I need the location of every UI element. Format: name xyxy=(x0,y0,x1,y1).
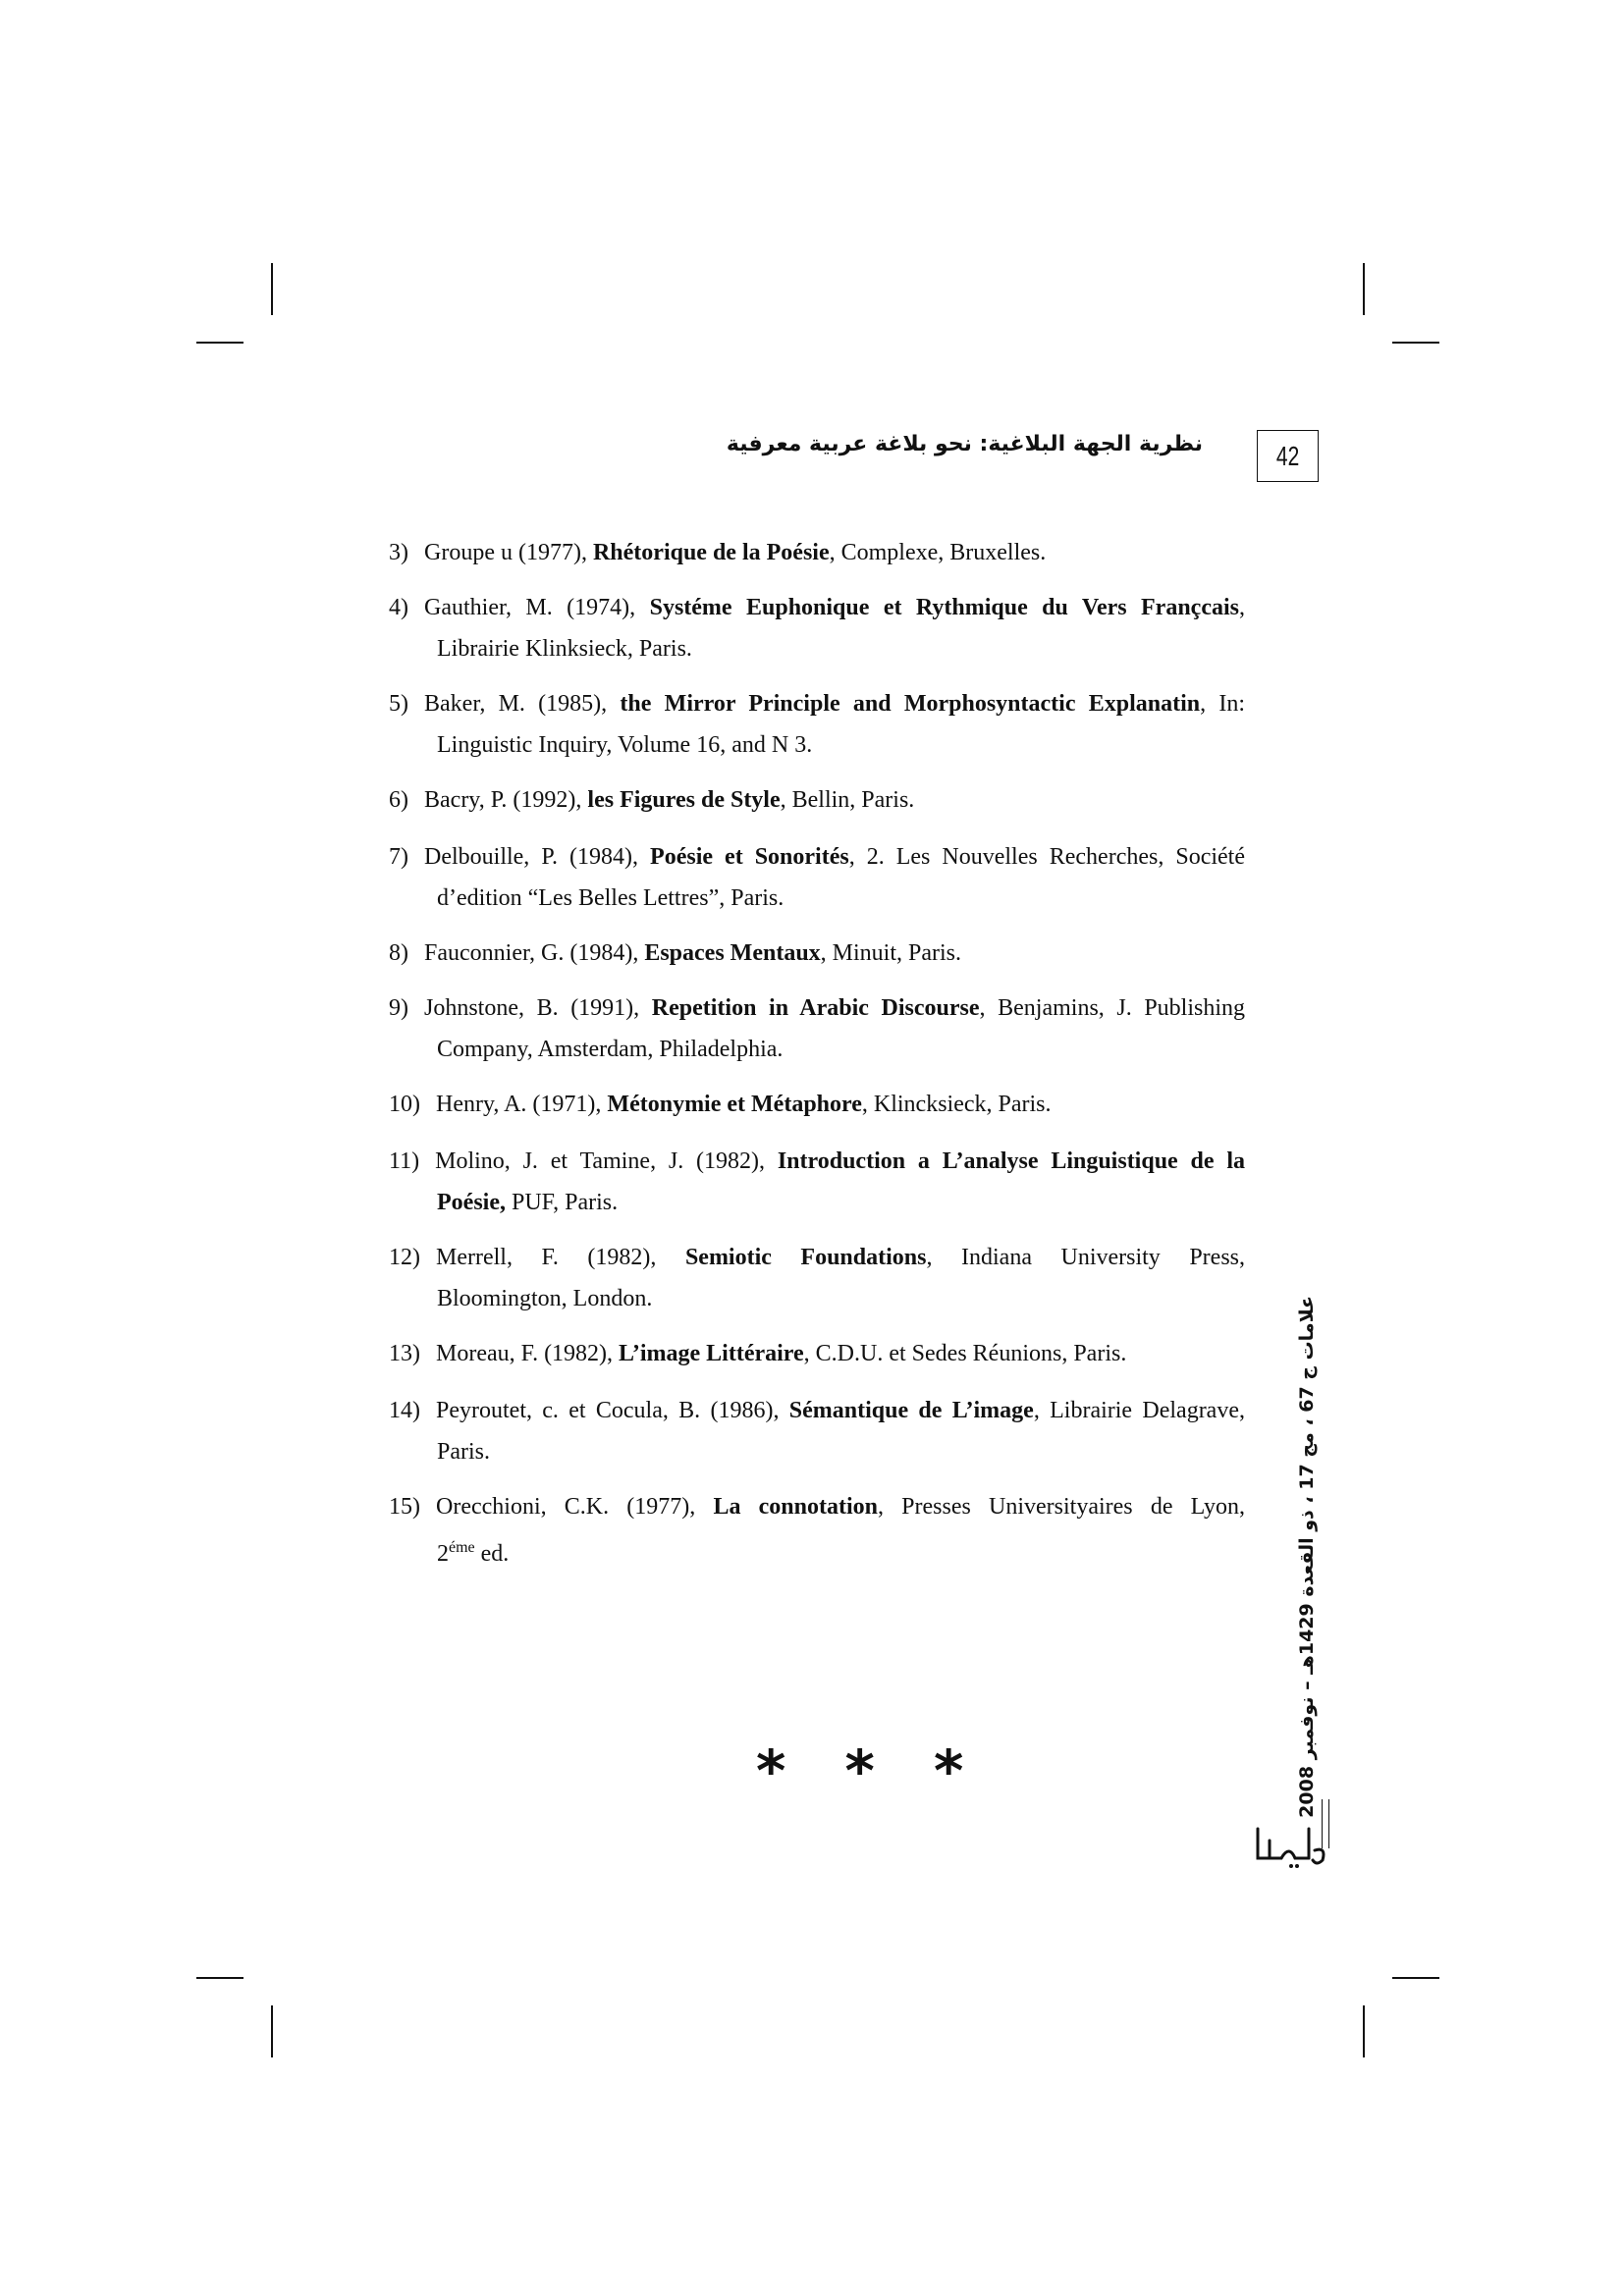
end-marker: * * * xyxy=(756,1737,984,1804)
reference-text: Merrell, F. (1982), xyxy=(436,1245,685,1270)
reference-item xyxy=(389,1486,1245,1575)
reference-first-line xyxy=(389,1486,1245,1527)
running-header-title: نظرية الجهة البلاغية: نحو بلاغة عربية معرفية xyxy=(726,432,1203,456)
crop-mark xyxy=(271,2005,273,2057)
reference-number: 9) xyxy=(389,995,408,1021)
reference-first-line xyxy=(389,1237,1245,1278)
reference-first-line-text xyxy=(436,1390,1245,1431)
crop-mark xyxy=(271,263,273,315)
reference-continuation xyxy=(389,1182,1245,1223)
reference-number: 7) xyxy=(389,844,408,870)
reference-item xyxy=(389,779,1245,821)
reference-text: , In: xyxy=(1200,691,1246,717)
reference-title: les Figures de Style xyxy=(587,787,781,813)
reference-first-line-text xyxy=(436,1486,1245,1527)
reference-text: , 2. Les Nouvelles Recherches, Société xyxy=(848,844,1245,870)
reference-text: Baker, M. (1985), xyxy=(424,691,621,717)
reference-text: Paris. xyxy=(437,1439,490,1465)
reference-text: 2 xyxy=(437,1541,449,1567)
reference-first-line-text xyxy=(424,988,1245,1029)
reference-first-line xyxy=(389,836,1245,878)
reference-text: , Benjamins, J. Publishing xyxy=(979,995,1246,1021)
crop-mark xyxy=(1392,1977,1439,1979)
reference-text: Groupe u (1977), xyxy=(424,540,593,565)
reference-first-line xyxy=(389,1141,1245,1182)
crop-mark xyxy=(1363,263,1365,315)
reference-text: ed. xyxy=(474,1541,510,1567)
reference-title: Rhétorique de la Poésie xyxy=(592,540,830,565)
reference-item xyxy=(389,836,1245,919)
reference-text: Linguistic Inquiry, Volume 16, and N 3. xyxy=(437,732,813,758)
reference-text: d’edition “Les Belles Lettres”, Paris. xyxy=(437,885,784,911)
reference-title: Espaces Mentaux xyxy=(644,940,821,966)
reference-item xyxy=(389,1390,1245,1472)
reference-number: 8) xyxy=(389,940,408,966)
page-number-box xyxy=(1257,430,1319,482)
crop-mark xyxy=(1363,2005,1365,2057)
reference-first-line xyxy=(389,988,1245,1029)
reference-number: 6) xyxy=(389,787,408,813)
reference-text: , Minuit, Paris. xyxy=(820,940,962,966)
reference-continuation xyxy=(389,1278,1245,1319)
reference-continuation xyxy=(389,1527,1245,1575)
reference-text: PUF, Paris. xyxy=(505,1190,619,1215)
reference-title: Introduction a L’analyse Linguistique de la xyxy=(777,1148,1245,1174)
reference-text: , Bellin, Paris. xyxy=(780,787,915,813)
reference-title: L’image Littéraire xyxy=(619,1341,804,1366)
reference-title: Semiotic Foundations xyxy=(684,1245,927,1270)
reference-text: Gauthier, M. (1974), xyxy=(424,595,650,620)
reference-text: , xyxy=(1239,595,1245,620)
reference-item xyxy=(389,1084,1245,1125)
journal-logo xyxy=(1252,1821,1330,1870)
reference-text: , C.D.U. et Sedes Réunions, Paris. xyxy=(803,1341,1127,1366)
reference-text: Henry, A. (1971), xyxy=(436,1092,608,1117)
reference-item xyxy=(389,988,1245,1070)
reference-number: 14) xyxy=(389,1398,420,1423)
reference-number: 13) xyxy=(389,1341,420,1366)
crop-mark xyxy=(196,1977,243,1979)
reference-first-line xyxy=(389,1390,1245,1431)
reference-title: Sémantique de L’image xyxy=(788,1398,1034,1423)
reference-text: Fauconnier, G. (1984), xyxy=(424,940,645,966)
reference-title: La connotation xyxy=(713,1494,878,1520)
reference-first-line xyxy=(389,779,1245,821)
crop-mark xyxy=(1392,342,1439,344)
reference-first-line xyxy=(389,683,1245,724)
reference-text: Company, Amsterdam, Philadelphia. xyxy=(437,1037,784,1062)
reference-first-line xyxy=(389,1333,1245,1374)
reference-number: 5) xyxy=(389,691,408,717)
reference-first-line xyxy=(389,933,1245,974)
reference-item xyxy=(389,1237,1245,1319)
reference-number: 12) xyxy=(389,1245,420,1270)
reference-title: Poésie et Sonorités xyxy=(650,844,849,870)
reference-number: 3) xyxy=(389,540,408,565)
reference-first-line xyxy=(389,587,1245,628)
reference-text: , Indiana University Press, xyxy=(926,1245,1245,1270)
reference-text: , Librairie Delagrave, xyxy=(1033,1398,1245,1423)
reference-text: Bacry, P. (1992), xyxy=(424,787,588,813)
reference-item xyxy=(389,933,1245,974)
reference-item xyxy=(389,1141,1245,1223)
reference-title: Systéme Euphonique et Rythmique du Vers Françcais xyxy=(649,595,1239,620)
reference-title: Poésie, xyxy=(437,1190,506,1215)
reference-text: , Complexe, Bruxelles. xyxy=(829,540,1047,565)
reference-first-line-text xyxy=(424,587,1245,628)
reference-text: , Klincksieck, Paris. xyxy=(861,1092,1052,1117)
reference-number: 10) xyxy=(389,1092,420,1117)
crop-mark xyxy=(196,342,243,344)
reference-first-line-text xyxy=(435,1141,1245,1182)
reference-text: Peyroutet, c. et Cocula, B. (1986), xyxy=(436,1398,789,1423)
reference-first-line-text xyxy=(424,836,1245,878)
reference-text: Delbouille, P. (1984), xyxy=(424,844,651,870)
reference-number: 11) xyxy=(389,1148,420,1174)
reference-text: Molino, J. et Tamine, J. (1982), xyxy=(435,1148,778,1174)
reference-number: 15) xyxy=(389,1494,420,1520)
reference-text: , Presses Universityaires de Lyon, xyxy=(878,1494,1245,1520)
reference-first-line xyxy=(389,1084,1245,1125)
reference-continuation xyxy=(389,628,1245,669)
reference-item xyxy=(389,1333,1245,1374)
journal-issue-line: علامات ج 67 ، مج 17 ، ذو القعدة 1429هـ – نوفمبر 2008 xyxy=(1296,1296,1318,1818)
reference-first-line-text xyxy=(424,683,1245,724)
reference-continuation xyxy=(389,1431,1245,1472)
reference-continuation xyxy=(389,878,1245,919)
reference-number: 4) xyxy=(389,595,408,620)
reference-text: Librairie Klinksieck, Paris. xyxy=(437,636,692,662)
reference-text: éme xyxy=(449,1539,475,1556)
reference-item xyxy=(389,532,1245,573)
reference-continuation xyxy=(389,724,1245,766)
reference-title: Métonymie et Métaphore xyxy=(607,1092,862,1117)
reference-first-line xyxy=(389,532,1245,573)
reference-text: Bloomington, London. xyxy=(437,1286,653,1311)
reference-text: Moreau, F. (1982), xyxy=(436,1341,620,1366)
page-number: 42 xyxy=(1275,440,1300,471)
reference-text: Johnstone, B. (1991), xyxy=(424,995,652,1021)
reference-item xyxy=(389,683,1245,766)
reference-title: the Mirror Principle and Morphosyntactic Explanatin xyxy=(620,691,1201,717)
reference-text: Orecchioni, C.K. (1977), xyxy=(436,1494,714,1520)
reference-title: Repetition in Arabic Discourse xyxy=(651,995,980,1021)
reference-continuation xyxy=(389,1029,1245,1070)
reference-item xyxy=(389,587,1245,669)
reference-first-line-text xyxy=(436,1237,1245,1278)
